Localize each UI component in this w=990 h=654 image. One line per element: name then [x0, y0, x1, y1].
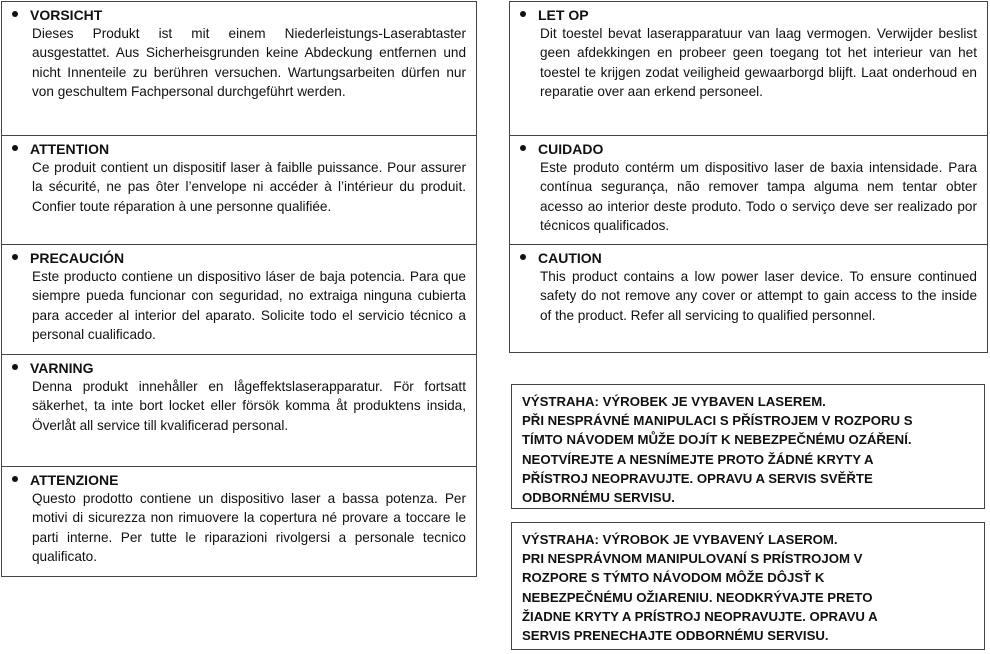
section-cuidado [510, 135, 987, 244]
warning-line: ODBORNÉMU SERVISU. [522, 490, 675, 506]
section-heading: ATTENTION [30, 141, 110, 157]
czech-warning-box [511, 384, 985, 509]
bullet-icon [520, 145, 526, 151]
warning-line: PRI NESPRÁVNOM MANIPULOVANÍ S PRÍSTROJOM V [522, 551, 863, 567]
bullet-icon [12, 476, 18, 482]
section-text: Este producto contiene un dispositivo láser de baja potencia. Para que siempre pueda funcionar con seguridad, no extraiga ninguna cubierta para acceder al interior del aparato. Solicite todo el servicio técnico a personal cualificado. [32, 269, 466, 343]
section-caution [510, 244, 987, 352]
bullet-icon [12, 145, 18, 151]
section-text: Questo prodotto contiene un dispositivo laser a bassa potenza. Per motivi di sicurezza non rimuovere la copertura né provare a toccare le parti interne. Per tutte le riparazioni rivolgersi a personale tecnico qualificato. [32, 491, 466, 565]
warning-line: VÝSTRAHA: VÝROBOK JE VYBAVENÝ LASEROM. [522, 532, 838, 547]
section-vorsicht [2, 2, 476, 135]
warning-line: SERVIS PRENECHAJTE ODBORNÉMU SERVISU. [522, 628, 829, 644]
section-text: Ce produit contient un dispositif laser à faiblle puissance. Pour assurer la sécurité, ne pas ôter l’envelope ni accéder à l’intérieur du produit. Confier toute réparation à une personne qualifiée. [32, 160, 466, 214]
warning-line: TÍMTO NÁVODEM MŮŽE DOJÍT K NEBEZPEČNÉMU OZÁŘENÍ. [522, 432, 912, 448]
section-precaucion [2, 244, 476, 354]
section-text: Denna produkt innehåller en lågeffektslaserapparatur. För fortsatt säkerhet, ta inte bort locket eller försök komma åt produktens insida, Överlåt all service till kvalificerad personal. [32, 379, 466, 433]
bullet-icon [520, 254, 526, 260]
section-heading: LET OP [538, 7, 589, 23]
bullet-icon [12, 364, 18, 370]
section-heading: PRECAUCIÓN [30, 250, 125, 266]
warning-line: PŘI NESPRÁVNÉ MANIPULACI S PŘÍSTROJEM V ROZPORU S [522, 413, 913, 429]
section-varning [2, 354, 476, 466]
slovak-warning-box [511, 522, 985, 650]
section-text: Este produto contérm um dispositivo laser de baxia intensidade. Para contínua segurança, não remover tampa alguma nem tentar obter acesso ao interior deste produto. Todo o serviço deve ser realizado por técnicos qualificados. [540, 160, 977, 234]
section-heading: CUIDADO [538, 141, 604, 157]
section-text: Dit toestel bevat laserapparatuur van laag vermogen. Verwijder beslist geen afdekkingen en probeer geen toegang tot het interieur van het toestel te krijgen zodat veiligheid gewaarborgd blijft. Laat onderhoud en reparatie over aan erkend personeel. [540, 26, 977, 100]
warning-line: ROZPORE S TÝMTO NÁVODOM MÔŽE DÔJSŤ K [522, 570, 825, 586]
section-text: This product contains a low power laser device. To ensure continued safety do not remove any cover or attempt to gain access to the inside of the product. Refer all servicing to qualified personnel. [540, 269, 977, 323]
section-let-op [510, 2, 987, 135]
warning-line: NEOTVÍREJTE A NESNÍMEJTE PROTO ŽÁDNÉ KRYTY A [522, 451, 874, 467]
section-heading: VARNING [30, 360, 94, 376]
warning-line: NEBEZPEČNÉMU OŽIARENIU. NEODKRÝVAJTE PRETO [522, 589, 873, 605]
section-text: Dieses Produkt ist mit einem Niederleistungs-Laserabtaster ausgestattet. Aus Sicherheisgrunden keine Abdeckung entfernen und nicht Innenteile zu berühren versuchen. Wartungsarbeiten dürfen nur von geschultem Fachpersonal durchgeführt werden. [32, 26, 466, 100]
warning-line: PŘÍSTROJ NEOPRAVUJTE. OPRAVU A SERVIS SVĚŘTE [522, 470, 873, 486]
section-heading: CAUTION [538, 250, 602, 266]
section-attention [2, 135, 476, 244]
bullet-icon [12, 254, 18, 260]
warning-line: ŽIADNE KRYTY A PRÍSTROJ NEOPRAVUJTE. OPRAVU A [522, 608, 878, 624]
bullet-icon [12, 11, 18, 17]
warning-line: VÝSTRAHA: VÝROBEK JE VYBAVEN LASEREM. [522, 394, 826, 409]
left-warning-panel [1, 1, 477, 577]
bullet-icon [520, 11, 526, 17]
section-heading: ATTENZIONE [30, 472, 119, 488]
right-warning-panel [509, 1, 988, 353]
section-heading: VORSICHT [30, 7, 103, 23]
section-attenzione [2, 466, 476, 576]
